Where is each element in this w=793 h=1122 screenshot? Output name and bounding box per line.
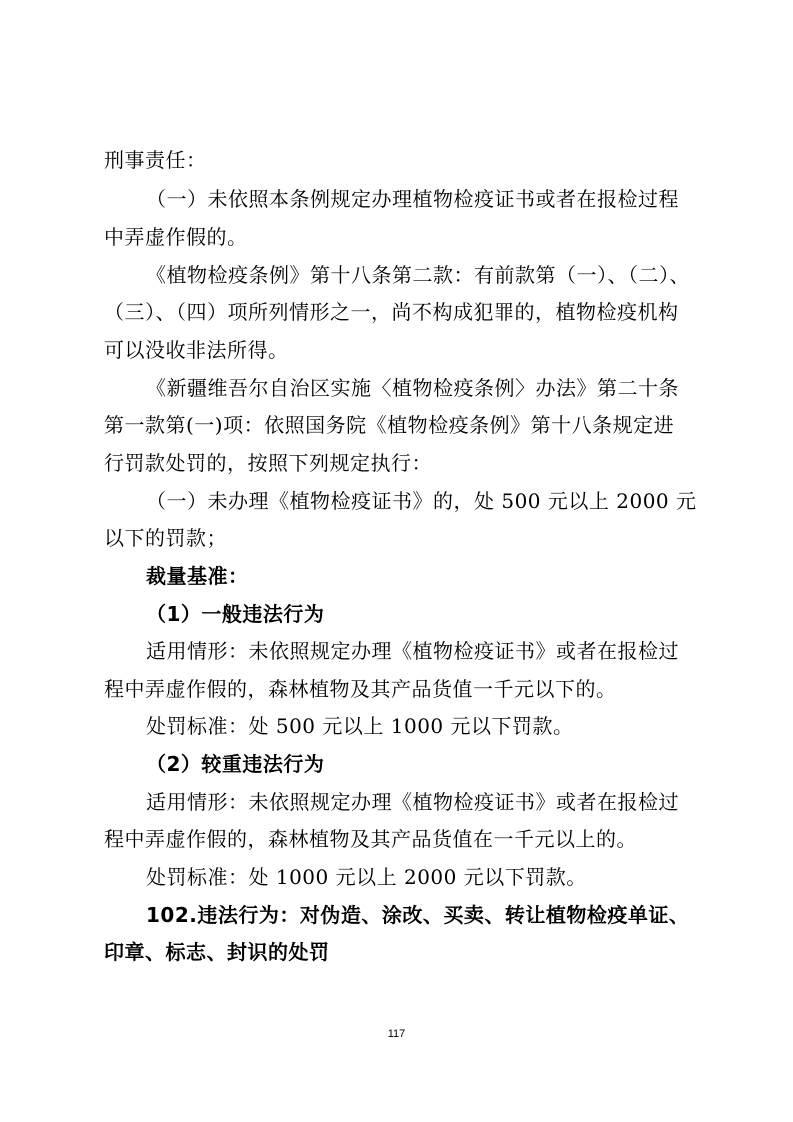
text-line: 处罚标准：处 500 元以上 1000 元以下罚款。: [146, 714, 574, 738]
page-number: 117: [387, 1028, 406, 1040]
section-heading: 102.违法行为：对伪造、涂改、买卖、转让植物检疫单证、: [146, 903, 690, 927]
text-line: （一）未办理《植物检疫证书》的，处 500 元以上 2000 元: [146, 489, 697, 513]
text-line: 适用情形：未依照规定办理《植物检疫证书》或者在报检过: [146, 639, 679, 663]
text-line: 以下的罚款；: [104, 526, 227, 550]
text-line: 行罚款处罚的，按照下列规定执行：: [104, 451, 432, 475]
text-line: 程中弄虚作假的，森林植物及其产品货值一千元以下的。: [104, 677, 617, 701]
text-line: 程中弄虚作假的，森林植物及其产品货值在一千元以上的。: [104, 827, 637, 851]
text-line: 可以没收非法所得。: [104, 338, 289, 362]
text-line: 《植物检疫条例》第十八条第二款：有前款第（一）、（二）、: [146, 263, 690, 287]
text-line: 《新疆维吾尔自治区实施〈植物检疫条例〉办法》第二十条: [146, 376, 679, 400]
sub-heading: （1）一般违法行为: [146, 602, 325, 626]
text-line: 中弄虚作假的。: [104, 225, 248, 249]
section-heading: 裁量基准：: [146, 564, 249, 588]
section-heading: 印章、标志、封识的处罚: [104, 940, 330, 964]
text-line: （三）、（四）项所列情形之一，尚不构成犯罪的，植物检疫机构: [104, 300, 679, 324]
sub-heading: （2）较重违法行为: [146, 752, 325, 776]
text-line: 适用情形：未依照规定办理《植物检疫证书》或者在报检过: [146, 790, 679, 814]
text-line: （一）未依照本条例规定办理植物检疫证书或者在报检过程: [146, 187, 679, 211]
text-line: 刑事责任：: [104, 148, 207, 172]
text-line: 处罚标准：处 1000 元以上 2000 元以下罚款。: [146, 865, 587, 889]
text-line: 第一款第(一)项：依照国务院《植物检疫条例》第十八条规定进: [104, 413, 675, 437]
